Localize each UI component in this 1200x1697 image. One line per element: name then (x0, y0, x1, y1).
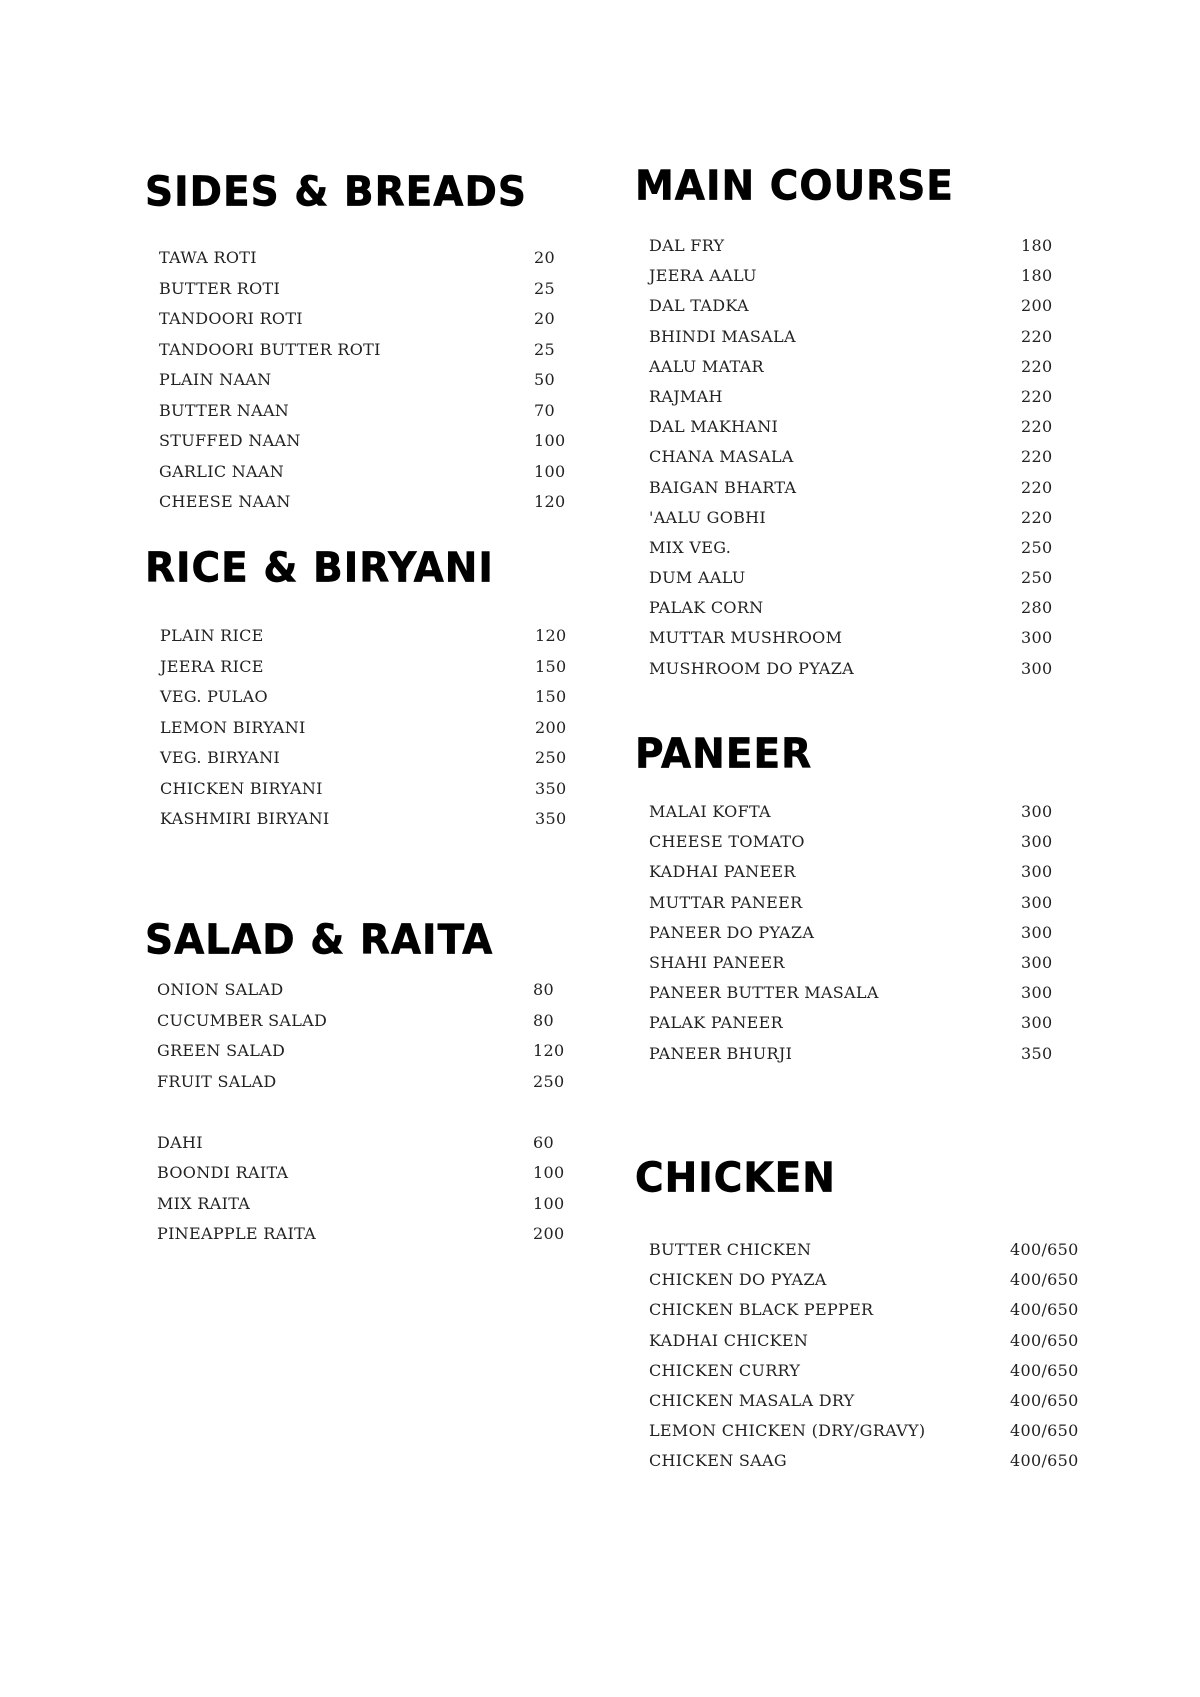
menu-item-name: DAL MAKHANI (649, 417, 779, 437)
menu-item-price: 150 (535, 687, 567, 706)
menu-item-price: 220 (1021, 386, 1053, 406)
menu-item-price: 250 (1021, 568, 1053, 588)
menu-item-name: TANDOORI ROTI (159, 309, 303, 328)
menu-item-name: CHICKEN DO PYAZA (649, 1270, 827, 1290)
menu-item-price: 220 (1021, 356, 1053, 376)
menu-item-price: 400/650 (1010, 1330, 1079, 1350)
menu-item-price: 220 (1021, 477, 1053, 497)
menu-item-price: 200 (535, 717, 567, 737)
menu-item-name: KASHMIRI BIRYANI (160, 809, 330, 828)
menu-item-name: BUTTER NAAN (159, 400, 290, 420)
menu-item-price: 220 (1021, 417, 1053, 437)
menu-item-price: 25 (534, 278, 555, 298)
menu-item-name: VEG. BIRYANI (160, 748, 281, 767)
menu-item-price: 350 (1021, 1043, 1053, 1063)
menu-item-name: GARLIC NAAN (159, 461, 285, 481)
section-chicken (635, 1154, 1079, 1471)
menu-item-price: 220 (1021, 507, 1053, 527)
menu-item-name: TAWA ROTI (159, 248, 257, 267)
section-rice-biryani (145, 544, 567, 828)
menu-item-name: RAJMAH (649, 386, 723, 406)
menu-item-price: 300 (1021, 983, 1053, 1003)
menu-item-name: MIX VEG. (649, 537, 732, 557)
menu-item-name: VEG. PULAO (160, 687, 268, 706)
menu-item-price: 300 (1021, 802, 1053, 821)
menu-item-price: 250 (1021, 537, 1053, 557)
menu-item-name: KADHAI CHICKEN (649, 1330, 809, 1350)
menu-item-name: DAHI (157, 1132, 203, 1152)
menu-item-price: 60 (533, 1132, 554, 1152)
menu-item-price: 280 (1021, 598, 1053, 618)
menu-item-price: 400/650 (1010, 1240, 1079, 1259)
section-sides-breads (145, 168, 566, 511)
menu-item-name: BOONDI RAITA (157, 1163, 289, 1182)
menu-item-price: 50 (534, 370, 555, 389)
section-title: RICE & BIRYANI (145, 544, 494, 593)
menu-item-price: 300 (1021, 1013, 1053, 1033)
section-title: PANEER (635, 730, 813, 779)
menu-item-name: DAL FRY (649, 236, 725, 255)
menu-item-price: 220 (1021, 326, 1053, 346)
menu-item-name: KADHAI PANEER (649, 862, 796, 882)
section-title: MAIN COURSE (635, 162, 954, 211)
menu-item-name: LEMON BIRYANI (160, 717, 306, 737)
menu-item-price: 300 (1021, 892, 1053, 912)
menu-item-name: CHICKEN MASALA DRY (649, 1390, 855, 1410)
menu-item-price: 100 (533, 1163, 565, 1182)
section-salad-raita (145, 916, 565, 1243)
menu-item-price: 400/650 (1010, 1390, 1079, 1410)
menu-item-name: CHICKEN BLACK PEPPER (649, 1300, 874, 1320)
menu-item-name: CHEESE TOMATO (649, 832, 805, 852)
menu-item-name: BAIGAN BHARTA (649, 477, 797, 497)
menu-item-price: 400/650 (1010, 1300, 1079, 1320)
menu-item-name: JEERA AALU (649, 266, 757, 286)
menu-item-price: 350 (535, 778, 567, 798)
section-title: SALAD & RAITA (145, 916, 494, 965)
menu-item-name: CHICKEN CURRY (649, 1360, 801, 1380)
menu-item-name: BHINDI MASALA (649, 326, 796, 346)
menu-item-price: 25 (534, 339, 555, 359)
menu-item-name: MUTTAR PANEER (649, 892, 803, 912)
menu-item-name: 'AALU GOBHI (649, 507, 767, 527)
menu-item-price: 300 (1021, 658, 1053, 678)
menu-item-name: LEMON CHICKEN (DRY/GRAVY) (649, 1421, 926, 1441)
menu-item-name: PALAK PANEER (649, 1013, 783, 1033)
menu-item-price: 20 (534, 248, 555, 267)
menu-item-name: DAL TADKA (649, 296, 749, 316)
menu-item-name: CHEESE NAAN (159, 492, 291, 511)
section-title: SIDES & BREADS (145, 168, 527, 217)
menu-item-price: 400/650 (1010, 1270, 1079, 1290)
menu-item-name: PANEER BHURJI (649, 1043, 793, 1063)
menu-item-price: 80 (533, 980, 554, 999)
menu-item-price: 300 (1021, 952, 1053, 972)
menu-item-price: 100 (534, 431, 566, 450)
menu-item-price: 200 (533, 1224, 565, 1243)
menu-item-price: 220 (1021, 447, 1053, 467)
menu-item-name: PANEER BUTTER MASALA (649, 983, 879, 1003)
menu-item-name: AALU MATAR (649, 356, 764, 376)
menu-item-name: ONION SALAD (157, 980, 284, 999)
menu-item-price: 80 (533, 1010, 554, 1030)
menu-item-name: CHANA MASALA (649, 447, 794, 467)
menu-item-name: SHAHI PANEER (649, 952, 785, 972)
menu-item-name: DUM AALU (649, 568, 746, 588)
menu-item-price: 180 (1021, 266, 1053, 286)
menu-item-name: PANEER DO PYAZA (649, 922, 815, 942)
menu-item-name: GREEN SALAD (157, 1041, 286, 1060)
menu-item-price: 250 (535, 748, 567, 767)
menu-item-name: MUSHROOM DO PYAZA (649, 658, 854, 678)
menu-item-price: 120 (533, 1041, 565, 1060)
section-main-course (635, 162, 1053, 678)
menu-item-price: 150 (535, 656, 567, 676)
menu-item-name: CHICKEN BIRYANI (160, 778, 323, 798)
menu-item-name: JEERA RICE (160, 656, 264, 676)
menu-item-name: FRUIT SALAD (157, 1071, 277, 1091)
menu-item-price: 400/650 (1010, 1421, 1079, 1441)
menu-item-name: PLAIN RICE (160, 626, 264, 645)
menu-item-price: 120 (534, 492, 566, 511)
menu-item-price: 400/650 (1010, 1360, 1079, 1380)
menu-item-name: PINEAPPLE RAITA (157, 1224, 317, 1243)
menu-item-name: CHICKEN SAAG (649, 1451, 787, 1471)
section-paneer (635, 730, 1053, 1063)
menu-item-price: 100 (533, 1193, 565, 1213)
menu-item-name: BUTTER CHICKEN (649, 1240, 812, 1259)
menu-item-price: 250 (533, 1071, 565, 1091)
section-title: CHICKEN (635, 1154, 836, 1203)
menu-item-price: 20 (534, 309, 555, 328)
menu-item-price: 300 (1021, 628, 1053, 648)
menu-item-name: BUTTER ROTI (159, 278, 281, 298)
menu-item-price: 120 (535, 626, 567, 645)
menu-item-price: 200 (1021, 296, 1053, 316)
menu-item-price: 350 (535, 809, 567, 828)
menu-item-price: 300 (1021, 922, 1053, 942)
menu-item-name: PLAIN NAAN (159, 370, 272, 389)
menu-item-price: 180 (1021, 236, 1053, 255)
menu-item-name: CUCUMBER SALAD (157, 1010, 328, 1030)
menu-item-price: 400/650 (1010, 1451, 1079, 1471)
menu-item-price: 300 (1021, 862, 1053, 882)
menu-item-price: 70 (534, 400, 555, 420)
menu-item-name: STUFFED NAAN (159, 431, 301, 450)
menu-item-name: PALAK CORN (649, 598, 764, 618)
menu-item-name: TANDOORI BUTTER ROTI (159, 339, 381, 359)
menu-item-price: 100 (534, 461, 566, 481)
menu-item-price: 300 (1021, 832, 1053, 852)
menu-item-name: MIX RAITA (157, 1193, 251, 1213)
menu-item-name: MUTTAR MUSHROOM (649, 628, 843, 648)
menu-item-name: MALAI KOFTA (649, 802, 771, 821)
